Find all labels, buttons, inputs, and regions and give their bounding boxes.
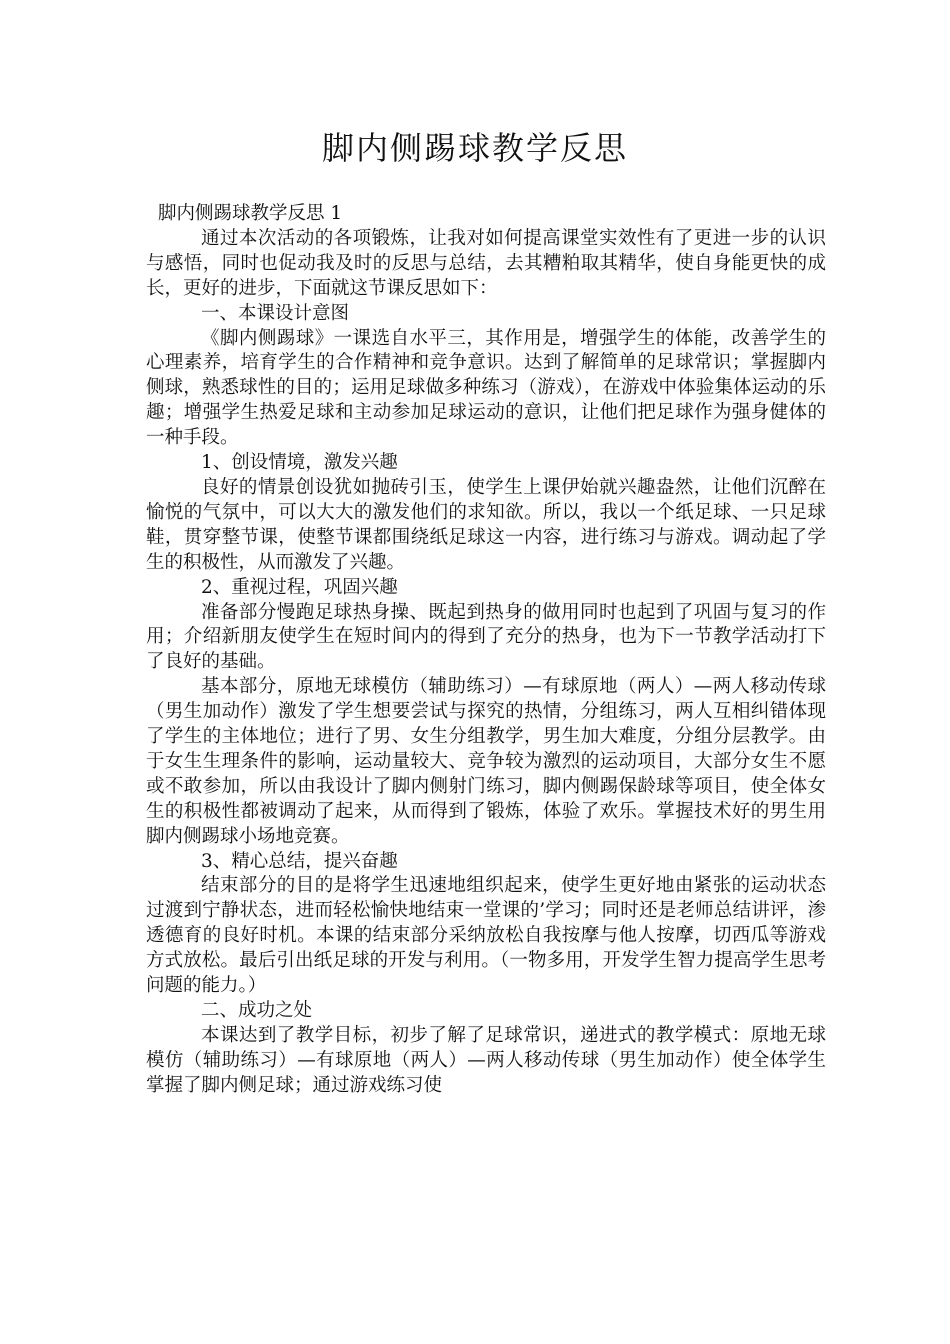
paragraph: 《脚内侧踢球》一课选自水平三，其作用是，增强学生的体能，改善学生的心理素养，培育学生的合作精神和竞争意识。达到了解简单的足球常识；掌握脚内侧球，熟悉球性的目的；运用足球做多种练习（游戏），在游戏中体验集体运动的乐趣；增强学生热爱足球和主动参加足球运动的意识，让他们把足球作为强身健体的一种手段。 <box>146 327 826 449</box>
subheading: 2、重视过程，巩固兴趣 <box>201 576 398 598</box>
paragraph: 准备部分慢跑足球热身操、既起到热身的做用同时也起到了巩固与复习的作用；介绍新朋友使学生在短时间内的得到了充分的热身，也为下一节教学活动打下了良好的基础。 <box>146 601 826 673</box>
paragraph: 通过本次活动的各项锻炼，让我对如何提高课堂实效性有了更进一步的认识与感悟，同时也促动我及时的反思与总结，去其糟粕取其精华，使自身能更快的成长，更好的进步，下面就这节课反思如下： <box>146 227 826 299</box>
subheading: 二、成功之处 <box>201 1000 313 1021</box>
subheading: 一、本课设计意图 <box>201 302 350 324</box>
subheading: 3、精心总结，提兴奋趣 <box>201 850 398 872</box>
paragraph: 本课达到了教学目标，初步了解了足球常识，递进式的教学模式：原地无球模仿（辅助练习）—有球原地（两人）—两人移动传球（男生加动作）使全体学生掌握了脚内侧足球；通过游戏练习使 <box>146 1024 826 1096</box>
document-body <box>146 202 826 1099</box>
section-heading: 脚内侧踢球教学反思 1 <box>158 203 343 224</box>
paragraph: 良好的情景创设犹如抛砖引玉，使学生上课伊始就兴趣盎然，让他们沉醉在愉悦的气氛中，可以大大的激发他们的求知欲。所以，我以一个纸足球、一只足球鞋，贯穿整节课，使整节课都围绕纸足球这一内容，进行练习与游戏。调动起了学生的积极性，从而激发了兴趣。 <box>146 476 826 573</box>
paragraph: 基本部分，原地无球模仿（辅助练习）—有球原地（两人）—两人移动传球（男生加动作）激发了学生想要尝试与探究的热情，分组练习，两人互相纠错体现了学生的主体地位；进行了男、女生分组教学，男生加大难度，分组分层教学。由于女生生理条件的影响，运动量较大、竞争较为激烈的运动项目，大部分女生不愿或不敢参加，所以由我设计了脚内侧射门练习，脚内侧踢保龄球等项目，使全体女生的积极性都被调动了起来，从而得到了锻炼，体验了欢乐。掌握技术好的男生用脚内侧踢球小场地竞赛。 <box>146 676 826 847</box>
document-title: 脚内侧踢球教学反思 <box>321 129 628 167</box>
subheading: 1、创设情境，激发兴趣 <box>201 452 398 474</box>
paragraph: 结束部分的目的是将学生迅速地组织起来，使学生更好地由紧张的运动状态过渡到宁静状态，进而轻松愉快地结束一堂课的’学习；同时还是老师总结讲评，渗透德育的良好时机。本课的结束部分采纳放松自我按摩与他人按摩，切西瓜等游戏方式放松。最后引出纸足球的开发与利用。（一物多用，开发学生智力提高学生思考问题的能力。） <box>146 875 826 997</box>
